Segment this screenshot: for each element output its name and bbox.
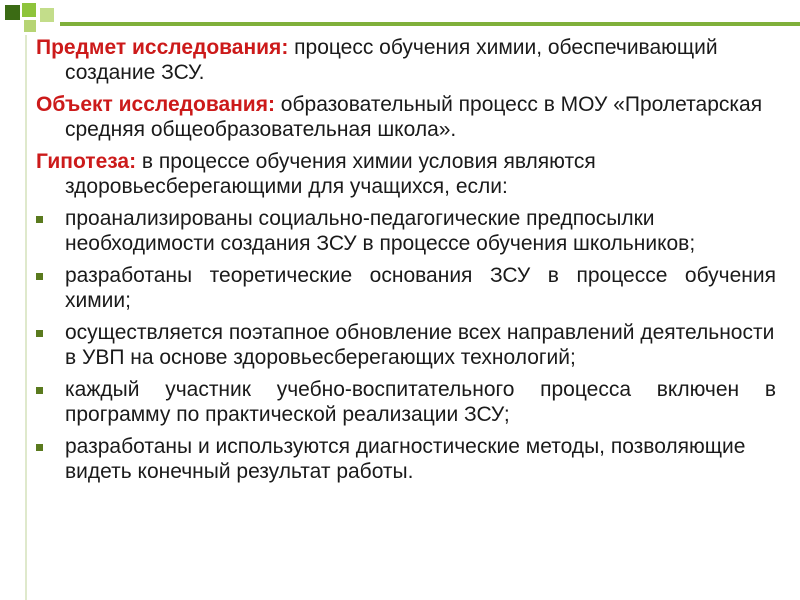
list-item-text: разработаны и используются диагностические методы, позволяющие видеть конечный результат работы. <box>65 435 746 483</box>
square-bullet-icon <box>36 387 43 394</box>
hypothesis-text: в процессе обучения химии условия являются здоровьесберегающими для учащихся, если: <box>65 150 596 198</box>
list-item <box>36 434 776 484</box>
hypothesis <box>36 149 776 199</box>
research-object-label: Объект исследования: <box>36 93 275 116</box>
decor-square <box>24 20 36 32</box>
list-item <box>36 320 776 370</box>
header-rule <box>60 22 800 26</box>
list-item <box>36 377 776 427</box>
research-object <box>36 92 776 142</box>
square-bullet-icon <box>36 273 43 280</box>
square-bullet-icon <box>36 444 43 451</box>
research-subject-text: процесс обучения химии, обеспечивающий создание ЗСУ. <box>65 36 718 84</box>
list-item-text: разработаны теоретические основания ЗСУ в процессе обучения химии; <box>65 264 776 312</box>
slide-header-decoration <box>0 0 800 35</box>
slide-body <box>36 35 776 491</box>
hypothesis-label: Гипотеза: <box>36 150 137 173</box>
list-item-text: каждый участник учебно-воспитательного процесса включен в программу по практической реализации ЗСУ; <box>65 378 776 426</box>
square-bullet-icon <box>36 216 43 223</box>
decor-square <box>22 3 36 17</box>
research-object-text: образовательный процесс в МОУ «Пролетарская средняя общеобразовательная школа». <box>65 93 763 141</box>
decor-square <box>40 8 54 22</box>
square-bullet-icon <box>36 330 43 337</box>
left-rule <box>25 35 27 600</box>
list-item-text: проанализированы социально-педагогические предпосылки необходимости создания ЗСУ в процессе обучения школьников; <box>65 207 696 255</box>
research-subject <box>36 35 776 85</box>
list-item <box>36 206 776 256</box>
decor-square <box>5 5 20 20</box>
list-item <box>36 263 776 313</box>
list-item-text: осуществляется поэтапное обновление всех направлений деятельности в УВП на основе здоровьесберегающих технологий; <box>65 321 775 369</box>
research-subject-label: Предмет исследования: <box>36 36 289 59</box>
